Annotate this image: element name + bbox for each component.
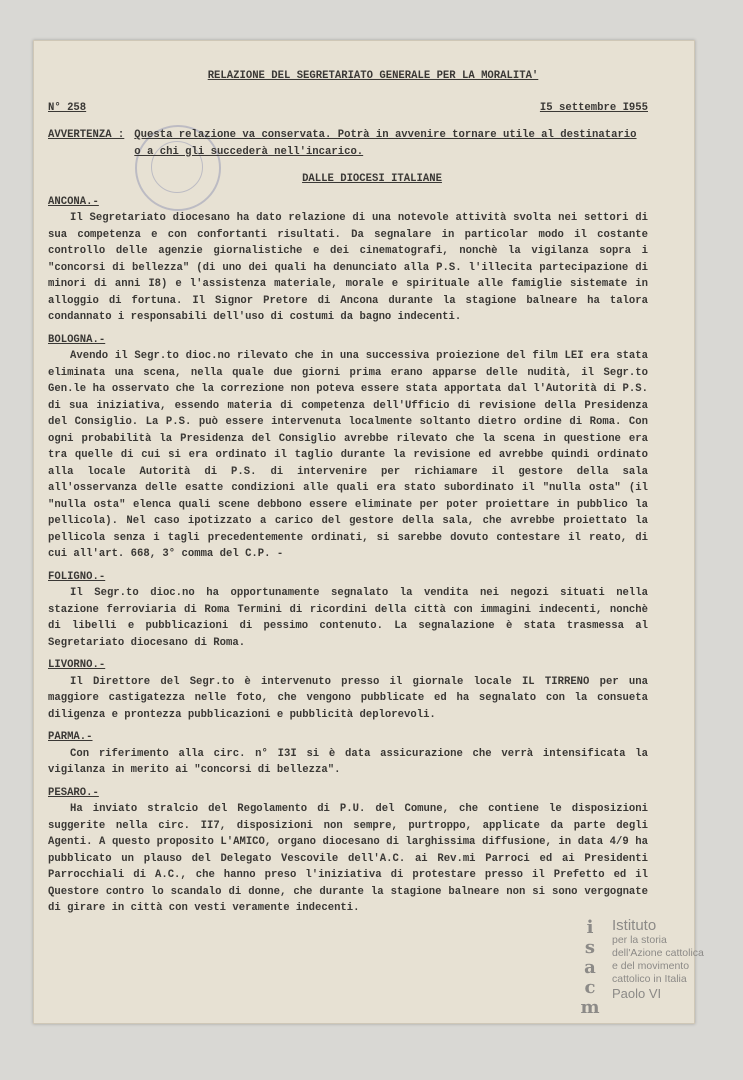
entry-place: LIVORNO.-: [48, 659, 106, 671]
entry-text: Avendo il Segr.to dioc.no rilevato che in una successiva proiezione del film LEI era stata eliminata una scena, nella quale due giorni prima erano apparse delle nudità, il Segr.to Gen.le ha osservato che la correzione non poteva essere stata apportata dal l'Autorità di P.S. di sua iniziativa, essendo materia di competenza dell'Ufficio di revisione della Presidenza del Consiglio. La P.S. può essere intervenuta localmente soltanto dietro ordine di Roma. Con ogni probabilità la Presidenza del Consiglio avrebbe rilevato che la scena in questione era tra quelle di cui si era ordinato il taglio durante la revisione ed avrebbe quindi ordinato alla locale Autorità di P.S. di intervenire per richiamare il gestore della sala all'osservanza delle esatte condizioni alle quali era stato subordinato il "nulla osta" (il "nulla osta" elenca quali scene debbono essere eliminate per poter proiettare in pubblico la pellicola). Nel caso ipotizzato a carico del gestore della sala, che avrebbe proiettato la pellicola senza i tagli precedentemente ordinati, si sarebbe dovuto contestare il reato, di cui all'art. 668, 3° comma del C.P. -: [48, 350, 648, 560]
document-number: N° 258: [48, 101, 87, 114]
entry-place: FOLIGNO.-: [48, 570, 106, 583]
entry-text: Con riferimento alla circ. n° I3I si è data assicurazione che verrà intensificata la vigilanza in merito ai "concorsi di bellezza".: [48, 747, 648, 776]
entry-parma: [48, 729, 648, 779]
document-title: RELAZIONE DEL SEGRETARIATO GENERALE PER LA MORALITA': [207, 70, 539, 82]
document-meta: [48, 100, 648, 117]
section-title: DALLE DIOCESI ITALIANE: [302, 173, 442, 185]
warning: [48, 127, 648, 160]
entry-text: Il Segretariato diocesano ha dato relazione di una notevole attività svolta nei settori di sua competenza e con confortanti risultati. Da segnalare in particolar modo il costante controllo delle agenzie giornalistiche e dei cinematografi, nonchè la vigilanza sopra i "concorsi di bellezza" (di uno dei quali ha denunciato alla P.S. l'illecita partecipazione di minori di anni I8) e l'assistenza materiale, morale e spirituale alle famiglie sistemate in alloggio di fortuna. Il Signor Pretore di Ancona durante la stagione balneare ha talora condannato i responsabili dell'uso di costumi da bagno indecenti.: [48, 212, 648, 323]
entry-livorno: [48, 657, 648, 723]
entry-place: PARMA.-: [48, 731, 93, 743]
entry-ancona: [48, 194, 648, 326]
entry-text: Ha inviato stralcio del Regolamento di P.U. del Comune, che contiene le disposizioni suggerite nella circ. II7, disposizioni non sempre, purtroppo, applicate da parte degli Agenti. A questo proposito L'AMICO, organo diocesano di larghissima diffusione, in data 4/9 ha pubblicato un plauso del Delegato Vescovile dell'A.C. ai Rev.mi Parroci ed ai Presidenti Parrocchiali di A.C., che hanno preso l'iniziativa di protestare presso il Prefetto ed il Questore contro lo scandalo di donne, che durante la stagione balneare non si sono vergognate di girare in città con vesti veramente indecenti.: [48, 803, 648, 914]
document-body: [48, 68, 648, 917]
watermark-text: Istituto per la storia dell'Azione cattolica e del movimento cattolico in Italia Paolo VI: [612, 917, 704, 1001]
entry-place: ANCONA.-: [48, 195, 99, 208]
document-date: I5 settembre I955: [539, 101, 648, 114]
entry-pesaro: [48, 785, 648, 917]
warning-text: Questa relazione va conservata. Potrà in avvenire tornare utile al destinatario o a chi gli succederà nell'incarico.: [134, 129, 637, 158]
entry-bologna: [48, 332, 648, 563]
watermark-letters: i s a c m: [580, 917, 600, 1018]
entry-place: BOLOGNA.-: [48, 333, 106, 346]
entry-place: PESARO.-: [48, 786, 99, 799]
entry-foligno: [48, 569, 648, 652]
entry-text: Il Segr.to dioc.no ha opportunamente segnalato la vendita nei negozi situati nella stazione ferroviaria di Roma Termini di ricordini della città con immagini indecenti, nonchè di libelli e pubblicazioni di pessimo contenuto. La segnalazione è stata trasmessa al Segretariato diocesano di Roma.: [48, 587, 648, 649]
warning-label: AVVERTENZA :: [48, 129, 125, 141]
entry-text: Il Direttore del Segr.to è intervenuto presso il giornale locale IL TIRRENO per una maggiore castigatezza nelle foto, che vengono pubblicate ed ha segnalato con la consueta diligenza e prontezza pubblicazioni e pubblicità deplorevoli.: [48, 675, 648, 721]
archive-watermark-logo: [572, 918, 712, 1022]
